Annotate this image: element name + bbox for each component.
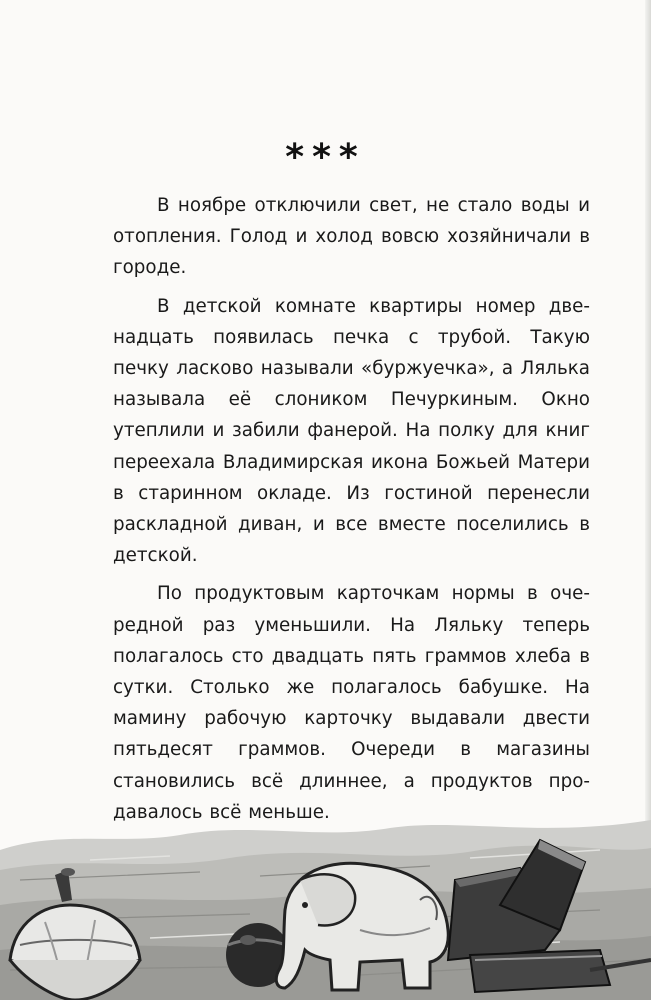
section-separator: *** [285, 137, 366, 178]
body-text [113, 190, 590, 835]
paragraph-2: В детской комнате квартиры номер двенадцать появилась печка с трубой. Такую печку ласково называли «буржуечка», а Лялька называла её слоником Печуркиным. Окно утеплили и забили фанерой. На полку для книг переехала Владимирская икона Божьей Матери в старинном окладе. Из гостиной перенесли раскладной диван, и все вместе поселились в детской. [113, 295, 590, 567]
illustration [0, 810, 651, 1000]
paragraph-3: По продуктовым карточкам нормы в очередной раз уменьшили. На Ляльку теперь полагалось сто двадцать пять граммов хлеба в сутки. Столько же полагалось бабушке. На мамину рабочую карточку выдавали двести пятьдесят граммов. Очереди в магазины становились всё длиннее, а продуктов продавалось всё меньше. [113, 583, 590, 823]
paragraph-1: В ноябре отключили свет, не стало воды и отопления. Голод и холод вовсю хозяйничали в городе. [113, 195, 590, 279]
